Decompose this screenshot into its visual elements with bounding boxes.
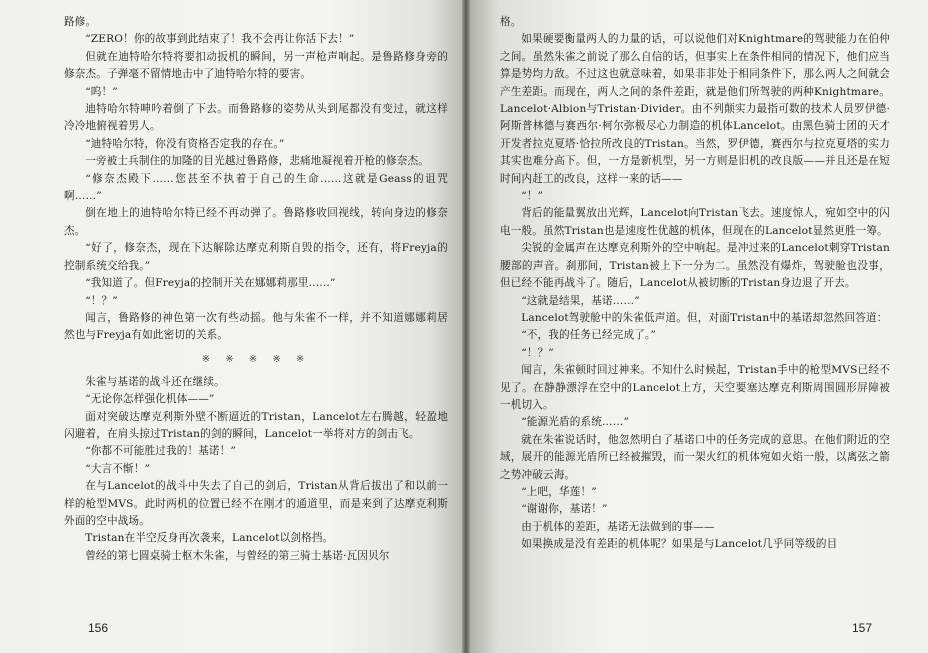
paragraph: “这就是结果，基诺……”	[521, 294, 640, 307]
page-number-left: 156	[88, 621, 109, 635]
paragraph: 闻言，鲁路修的神色第一次有些动摇。他与朱雀不一样，并不知道娜娜莉居然也与Freyja有如此密切的关系。	[64, 311, 448, 342]
book-gutter	[462, 0, 470, 653]
scene-break-separator: ※ ※ ※ ※ ※	[201, 353, 311, 365]
paragraph: “我知道了。但Freyja的控制开关在娜娜莉那里……”	[85, 277, 336, 290]
paragraph: “谢谢你，基诺！”	[521, 503, 608, 516]
paragraph: 就在朱雀说话时，他忽然明白了基诺口中的任务完成的意思。在他们附近的空域，展开的能源光盾所已经被摧毁，而一架火红的机体宛如火焰一般，以离弦之箭之势冲破云海。	[500, 433, 890, 481]
paragraph: 由于机体的差距，基诺无法做到的事——	[521, 520, 715, 533]
paragraph: 如果硬要衡量两人的力量的话，可以说他们对Knightmare的驾驶能力在伯仲之间。虽然朱雀之前说了那么自信的话，但事实上在条件相同的情况下，他们应当算是势均力敌。不过这也就意味着，如果非非处于相同条件下，那么两人之间就会产生差距。而现在，两人之间的条件差距，就是他们所驾驶的两种Knightmare。Lancelot·Albion与Tristan·Divider。由不列颠实力最指可数的技术人员罗伊德·阿斯普林德与赛西尔·柯尔弥极尽心力制造的机体Lancelot。由黑色骑士团的天才开发者拉克夏塔·恰拉所改良的Tristan。当然，罗伊德，赛西尔与拉克夏塔的实力其实也难分高下。但，一方是新机型，另一方则是旧机的改良版——并且还是在短时间内赶工的改良，这样一来的话——	[500, 33, 890, 185]
paragraph: “能源光盾的系统……”	[521, 416, 630, 429]
paragraph: “！？”	[521, 346, 554, 359]
paragraph: “迪特哈尔特，你没有资格否定我的存在。”	[85, 137, 285, 150]
paragraph: 格。	[500, 16, 522, 28]
paragraph: 一旁被士兵制住的加隆的目光越过鲁路修，悲痛地凝视着开枪的修奈杰。	[85, 155, 429, 168]
paragraph: “修奈杰殿下……您甚至不执着于自己的生命……这就是Geass的诅咒啊……”	[64, 172, 448, 203]
paragraph: “你都不可能胜过我的！基诺！”	[85, 445, 236, 458]
paragraph: “不，我的任务已经完成了。”	[521, 329, 656, 342]
paragraph: 朱雀与基诺的战斗还在继续。	[85, 375, 225, 388]
paragraph: “！”	[521, 190, 544, 203]
paragraph: “好了，修奈杰，现在下达解除达摩克利斯自毁的指令，还有，将Freyja的控制系统交给我。”	[64, 242, 448, 272]
paragraph: 迪特哈尔特呻吟着倒了下去。而鲁路修的姿势从头到尾都没有变过，就这样冷冷地俯视着男人。	[64, 103, 448, 133]
paragraph: “大言不惭！”	[85, 462, 151, 475]
right-page	[466, 0, 928, 653]
paragraph: 路修。	[64, 16, 97, 28]
left-page-text	[64, 14, 448, 565]
paragraph: “呜！”	[85, 85, 118, 98]
paragraph: “ZERO！你的故事到此结束了！我不会再让你活下去！”	[85, 33, 355, 46]
paragraph: “！？”	[85, 294, 118, 307]
paragraph: 曾经的第七圆桌骑士枢木朱雀，与曾经的第三骑士基诺·瓦因贝尔	[85, 549, 390, 562]
paragraph: 但就在迪特哈尔特将要扣动扳机的瞬间，另一声枪声响起。是鲁路修身旁的修奈杰。子弹毫不留情地击中了迪特哈尔特的要害。	[64, 50, 448, 81]
paragraph: Lancelot驾驶舱中的朱雀低声道。但，对面Tristan中的基诺却忽然回答道：	[521, 311, 888, 324]
paragraph: 面对突破达摩克利斯外壁不断逼近的Tristan，Lancelot左右腾越，轻盈地闪避着，在肩头掠过Tristan的剑的瞬间，Lancelot一举将对方的剑击飞。	[64, 410, 448, 440]
paragraph: 闻言，朱雀顿时回过神来。不知什么时候起，Tristan手中的枪型MVS已经不见了。在静静漂浮在空中的Lancelot上方，天空要塞达摩克利斯周围圆形屏障被一机切入。	[500, 364, 890, 411]
paragraph: 在与Lancelot的战斗中失去了自己的剑后，Tristan从背后拔出了和以前一样的枪型MVS。此时两机的位置已经不在刚才的通道里，而是来到了达摩克利斯外面的空中战场。	[64, 480, 448, 527]
right-page-text	[500, 14, 890, 554]
paragraph: “上吧，华莲！”	[521, 485, 597, 498]
paragraph: 如果换成是没有差距的机体呢？如果是与Lancelot几乎同等级的目	[521, 538, 838, 551]
paragraph: 倒在地上的迪特哈尔特已经不再动弹了。鲁路修收回视线，转向身边的修奈杰。	[64, 207, 448, 237]
paragraph: 尖锐的金属声在达摩克利斯外的空中响起。是冲过来的Lancelot刺穿Tristan腰部的声音。刹那间，Tristan被上下一分为二。虽然没有爆炸，驾驶舱也没事，但已经不能再战斗了。随后，Lancelot从被切断的Tristan身边退了开去。	[500, 242, 890, 290]
paragraph: “无论你怎样强化机体——”	[85, 393, 215, 406]
paragraph: Tristan在半空反身再次袭来，Lancelot以剑格挡。	[85, 532, 334, 545]
paragraph: 背后的能量翼放出光辉，Lancelot向Tristan飞去。速度惊人，宛如空中的闪电一般。虽然Tristan也是速度性优越的机体，但现在的Lancelot显然更胜一筹。	[500, 207, 890, 237]
page-number-right: 157	[851, 621, 872, 635]
